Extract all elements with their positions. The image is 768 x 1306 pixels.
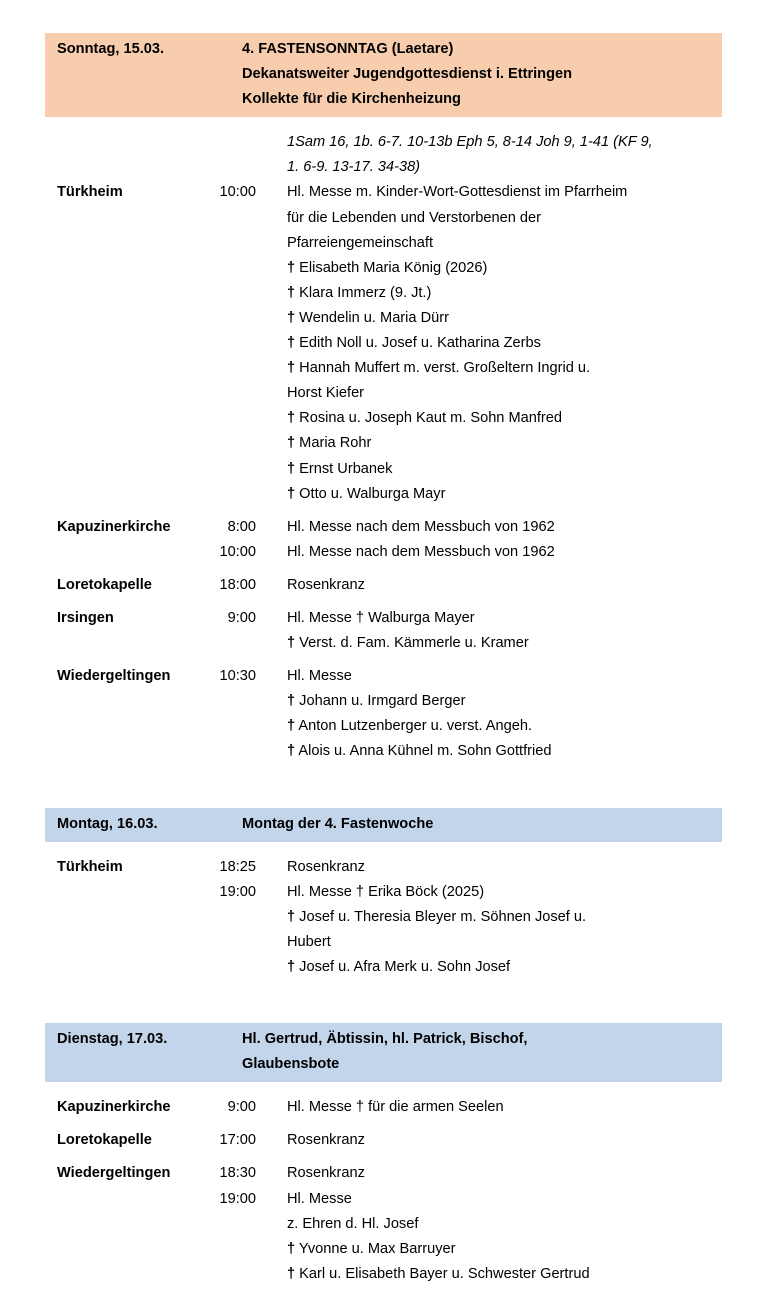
cross-icon: † xyxy=(287,959,296,975)
service-description xyxy=(265,540,722,565)
service-row xyxy=(45,540,722,565)
service-description xyxy=(265,855,722,880)
service-time: 19:00 xyxy=(219,883,256,900)
service-location: Kapuzinerkirche xyxy=(57,518,171,535)
intention-text: Otto u. Walburga Mayr xyxy=(295,485,446,502)
day-title-line: Kollekte für die Kirchenheizung xyxy=(242,91,461,108)
service-description-line: Rosenkranz xyxy=(287,1132,365,1149)
day-tail-spacer xyxy=(45,980,722,999)
day-header-band xyxy=(45,808,722,842)
service-description xyxy=(265,1187,722,1287)
service-description-line: Rosenkranz xyxy=(287,858,365,875)
intention-text: Josef u. Afra Merk u. Sohn Josef xyxy=(295,959,511,975)
entry-spacer xyxy=(45,656,722,664)
day-tail-spacer xyxy=(45,765,722,784)
service-description-line: Hl. Messe nach dem Messbuch von 1962 xyxy=(287,518,555,535)
day-title xyxy=(242,1027,722,1077)
service-time: 9:00 xyxy=(227,609,256,626)
service-location xyxy=(45,540,197,565)
service-description xyxy=(265,664,722,764)
intention-text: Maria Rohr xyxy=(295,435,372,452)
service-row xyxy=(45,1161,722,1186)
service-time: 10:00 xyxy=(219,543,256,560)
band-spacer xyxy=(45,842,722,855)
day-title-line: Glaubensbote xyxy=(242,1056,340,1073)
service-time: 10:00 xyxy=(219,184,256,201)
intention-text: Anton Lutzenberger u. verst. Angeh. xyxy=(295,718,533,735)
intention-text: Elisabeth Maria König (2026) xyxy=(295,259,488,276)
service-time: 19:00 xyxy=(219,1190,256,1207)
service-description-line xyxy=(287,631,714,656)
intention-text: Johann u. Irmgard Berger xyxy=(295,693,466,710)
service-description-line xyxy=(287,1237,714,1262)
service-location xyxy=(45,880,197,905)
service-row xyxy=(45,880,722,980)
service-time: 18:25 xyxy=(219,858,256,875)
service-description-line xyxy=(287,281,714,306)
cross-icon: † xyxy=(287,718,296,735)
day-spacer xyxy=(45,784,722,808)
scripture-spacer xyxy=(45,117,722,130)
cross-icon: † xyxy=(287,259,296,276)
intention-text: Alois u. Anna Kühnel m. Sohn Gottfried xyxy=(295,743,552,760)
service-location: Türkheim xyxy=(57,858,123,875)
service-row xyxy=(45,1128,722,1153)
service-description-line: Rosenkranz xyxy=(287,1165,365,1182)
service-description-line xyxy=(287,406,714,431)
service-time: 10:30 xyxy=(219,668,256,685)
service-location: Loretokapelle xyxy=(57,1132,152,1149)
service-row xyxy=(45,180,722,506)
entry-spacer xyxy=(45,1120,722,1128)
intention-text: Hannah Muffert m. verst. Großeltern Ingrid u. xyxy=(295,360,591,377)
day-date: Dienstag, 17.03. xyxy=(57,1031,168,1048)
service-row xyxy=(45,1095,722,1120)
service-description-line: z. Ehren d. Hl. Josef xyxy=(287,1215,419,1232)
service-row xyxy=(45,855,722,880)
scripture-row xyxy=(45,130,722,180)
service-description-line: Hl. Messe † für die armen Seelen xyxy=(287,1099,504,1116)
service-description-line xyxy=(287,955,714,980)
day-date: Sonntag, 15.03. xyxy=(57,41,165,57)
service-description-line: Horst Kiefer xyxy=(287,385,365,402)
service-description xyxy=(265,1128,722,1153)
service-time: 9:00 xyxy=(227,1099,256,1116)
service-description-line: Hubert xyxy=(287,933,331,950)
intention-text: Yvonne u. Max Barruyer xyxy=(295,1240,456,1257)
day-header-band xyxy=(45,33,722,117)
day-spacer xyxy=(45,999,722,1023)
service-description-line xyxy=(287,356,714,381)
cross-icon: † xyxy=(287,335,296,352)
service-description-line: Hl. Messe xyxy=(287,1190,352,1207)
cross-icon: † xyxy=(287,635,296,652)
day-title xyxy=(242,37,722,112)
service-description-line: Pfarreiengemeinschaft xyxy=(287,234,434,251)
scripture-line: 1Sam 16, 1b. 6-7. 10-13b Eph 5, 8-14 Joh 9, 1-41 (KF 9, xyxy=(287,134,653,151)
intention-text: Ernst Urbanek xyxy=(295,460,393,477)
cross-icon: † xyxy=(287,693,296,710)
intention-text: Klara Immerz (9. Jt.) xyxy=(295,284,432,301)
service-description xyxy=(265,180,722,506)
service-location: Wiedergeltingen xyxy=(57,668,171,685)
cross-icon: † xyxy=(287,743,296,760)
day-header-band xyxy=(45,1023,722,1082)
service-location: Kapuzinerkirche xyxy=(57,1099,171,1116)
cross-icon: † xyxy=(287,284,296,301)
day-title-line: 4. FASTENSONNTAG (Laetare) xyxy=(242,41,454,57)
scripture-line: 1. 6-9. 13-17. 34-38) xyxy=(287,159,421,176)
service-description-line xyxy=(287,689,714,714)
service-description-line: Hl. Messe † Walburga Mayer xyxy=(287,609,475,626)
service-description-line: Hl. Messe nach dem Messbuch von 1962 xyxy=(287,543,555,560)
service-description xyxy=(265,1161,722,1186)
scripture-place-spacer xyxy=(45,130,197,155)
service-time: 8:00 xyxy=(227,518,256,535)
service-description xyxy=(265,606,722,656)
service-time: 18:00 xyxy=(219,576,256,593)
day-title-line: Montag der 4. Fastenwoche xyxy=(242,815,434,832)
scripture-readings xyxy=(265,130,722,180)
service-location: Loretokapelle xyxy=(57,576,152,593)
intention-text: Karl u. Elisabeth Bayer u. Schwester Gertrud xyxy=(295,1265,590,1282)
service-description-line: Hl. Messe xyxy=(287,668,352,685)
service-description-line: Rosenkranz xyxy=(287,576,365,593)
day-tail-spacer xyxy=(45,1287,722,1306)
service-location: Irsingen xyxy=(57,609,114,626)
cross-icon: † xyxy=(287,360,296,377)
service-row xyxy=(45,1187,722,1287)
cross-icon: † xyxy=(287,460,296,477)
cross-icon: † xyxy=(287,1265,296,1282)
entry-spacer xyxy=(45,598,722,606)
intention-text: Josef u. Theresia Bleyer m. Söhnen Josef u. xyxy=(295,908,587,925)
cross-icon: † xyxy=(287,410,296,427)
service-row xyxy=(45,606,722,656)
service-location xyxy=(45,1187,197,1212)
service-time: 17:00 xyxy=(219,1132,256,1149)
service-description-line xyxy=(287,331,714,356)
entry-spacer xyxy=(45,565,722,573)
entry-spacer xyxy=(45,507,722,515)
cross-icon: † xyxy=(287,309,296,326)
cross-icon: † xyxy=(287,485,296,502)
service-description xyxy=(265,515,722,540)
cross-icon: † xyxy=(287,908,296,925)
service-row xyxy=(45,573,722,598)
day-title-line: Dekanatsweiter Jugendgottesdienst i. Ettringen xyxy=(242,66,573,83)
service-description-line xyxy=(287,457,714,482)
entry-spacer xyxy=(45,1153,722,1161)
service-description-line xyxy=(287,905,714,930)
service-description-line: Hl. Messe † Erika Böck (2025) xyxy=(287,883,485,900)
service-location: Türkheim xyxy=(57,184,123,201)
intention-text: Edith Noll u. Josef u. Katharina Zerbs xyxy=(295,335,541,352)
service-row xyxy=(45,515,722,540)
service-location: Wiedergeltingen xyxy=(57,1165,171,1182)
service-description xyxy=(265,1095,722,1120)
service-description-line: für die Lebenden und Verstorbenen der xyxy=(287,209,541,226)
day-title xyxy=(242,812,722,837)
scripture-time-spacer xyxy=(197,130,265,155)
day-date: Montag, 16.03. xyxy=(57,815,158,832)
cross-icon: † xyxy=(287,1240,296,1257)
service-description xyxy=(265,880,722,980)
service-description-line xyxy=(287,256,714,281)
intention-text: Rosina u. Joseph Kaut m. Sohn Manfred xyxy=(295,410,563,427)
service-description-line xyxy=(287,739,714,764)
day-title-line: Hl. Gertrud, Äbtissin, hl. Patrick, Bischof, xyxy=(242,1031,528,1048)
service-description-line xyxy=(287,431,714,456)
service-time: 18:30 xyxy=(219,1165,256,1182)
cross-icon: † xyxy=(287,435,296,452)
band-spacer xyxy=(45,1082,722,1095)
service-description xyxy=(265,573,722,598)
service-description-line xyxy=(287,714,714,739)
service-description-line: Hl. Messe m. Kinder-Wort-Gottesdienst im Pfarrheim xyxy=(287,184,628,201)
service-description-line xyxy=(287,482,714,507)
service-row xyxy=(45,664,722,764)
intention-text: Wendelin u. Maria Dürr xyxy=(295,309,449,326)
intention-text: Verst. d. Fam. Kämmerle u. Kramer xyxy=(295,635,529,652)
schedule-list xyxy=(45,33,722,1306)
service-description-line xyxy=(287,306,714,331)
service-description-line xyxy=(287,1262,714,1287)
